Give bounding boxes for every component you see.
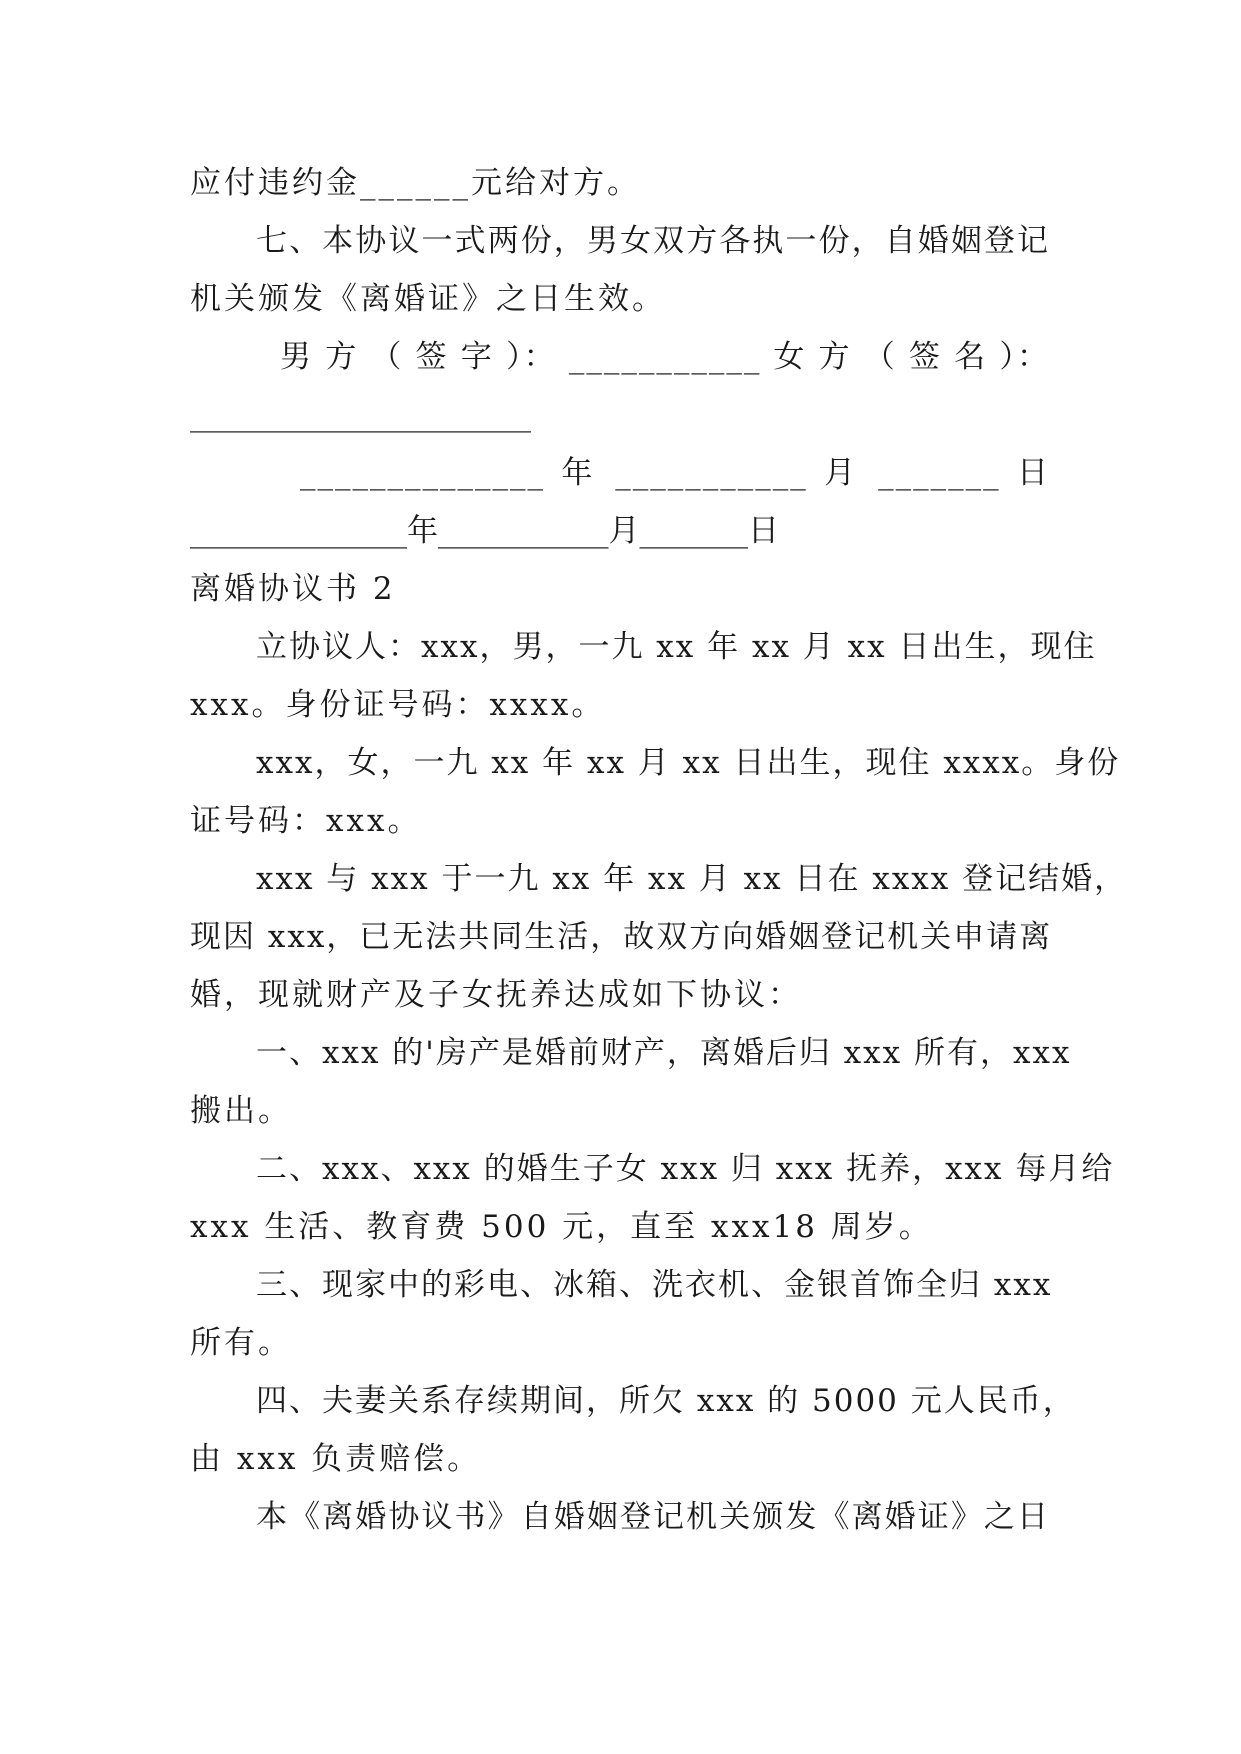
date-line: ______________ 年 ___________ 月 _______ 日 <box>300 455 1050 491</box>
signature-underline: ______________________ <box>190 397 531 433</box>
text-line: 本《离婚协议书》自婚姻登记机关颁发《离婚证》之日 <box>256 1499 1050 1535</box>
text-line: xxx。身份证号码：xxxx。 <box>190 687 606 723</box>
text-line: 四、夫妻关系存续期间，所欠 xxx 的 5000 元人民币， <box>256 1383 1076 1419</box>
text-line: 证号码：xxx。 <box>190 803 422 839</box>
text-line: 所有。 <box>190 1325 292 1361</box>
text-line: 一、xxx 的'房产是婚前财产，离婚后归 xxx 所有，xxx <box>256 1035 1072 1071</box>
text-line: 立协议人：xxx，男，一九 xx 年 xx 月 xx 日出生，现住 <box>256 629 1097 665</box>
text-line: 机关颁发《离婚证》之日生效。 <box>190 281 666 317</box>
date-line: ______________年___________月_______日 <box>190 513 779 549</box>
text-line: xxx，女，一九 xx 年 xx 月 xx 日出生，现住 xxxx。身份 <box>256 745 1121 781</box>
text-line: 搬出。 <box>190 1093 292 1129</box>
text-line: 三、现家中的彩电、冰箱、洗衣机、金银首饰全归 xxx <box>256 1267 1053 1303</box>
text-line: xxx 生活、教育费 500 元，直至 xxx18 周岁。 <box>190 1209 933 1245</box>
section-title: 离婚协议书 2 <box>190 571 396 607</box>
signature-line: 男 方 （ 签 字 ）： ___________ 女 方 （ 签 名 ）： <box>280 339 1050 375</box>
text-line: 应付违约金______元给对方。 <box>190 165 641 201</box>
text-line: 由 xxx 负责赔偿。 <box>190 1441 482 1477</box>
text-line: 现因 xxx，已无法共同生活，故双方向婚姻登记机关申请离 <box>190 919 1053 955</box>
text-line: 二、xxx、xxx 的婚生子女 xxx 归 xxx 抚养，xxx 每月给 <box>256 1151 1115 1187</box>
text-line: 七、本协议一式两份，男女双方各执一份，自婚姻登记 <box>256 223 1050 259</box>
text-line: xxx 与 xxx 于一九 xx 年 xx 月 xx 日在 xxxx 登记结婚， <box>256 861 1128 897</box>
text-line: 婚，现就财产及子女抚养达成如下协议： <box>190 977 802 1013</box>
